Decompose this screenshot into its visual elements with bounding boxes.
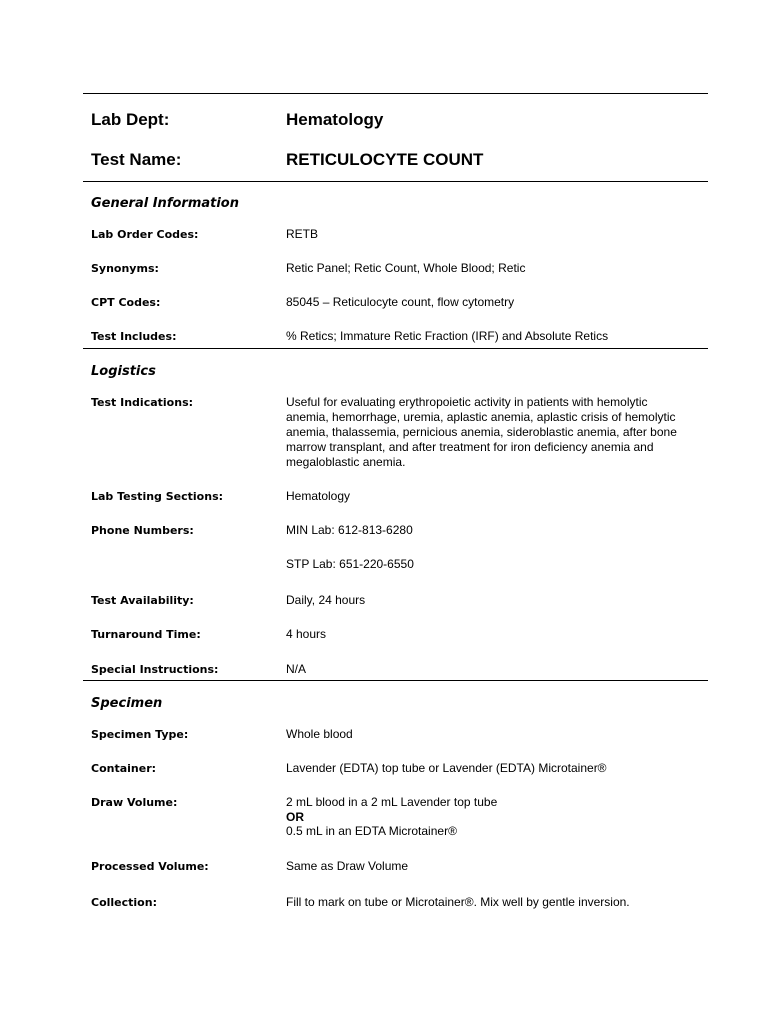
lab-testing-sections-value: Hematology	[286, 489, 351, 503]
container-row	[83, 761, 708, 776]
test-indications-line: megaloblastic anemia.	[286, 455, 406, 469]
lab-testing-sections-label: Lab Testing Sections:	[91, 490, 224, 503]
test-includes-row	[83, 329, 708, 344]
draw-volume-line: 0.5 mL in an EDTA Microtainer®	[286, 824, 457, 838]
section-title-specimen: Specimen	[91, 696, 163, 711]
lab-order-codes-row	[83, 227, 708, 242]
test-indications-line: anemia, thalassemia, pernicious anemia, sideroblastic anemia, after bone	[286, 425, 677, 439]
phone-stp-lab: STP Lab: 651-220-6550	[286, 557, 414, 571]
turnaround-time-label: Turnaround Time:	[91, 628, 201, 641]
test-includes-label: Test Includes:	[91, 330, 177, 343]
container-value: Lavender (EDTA) top tube or Lavender (EDTA) Microtainer®	[286, 761, 607, 775]
phone-numbers-value	[286, 523, 706, 572]
processed-volume-value: Same as Draw Volume	[286, 859, 409, 873]
lab-dept-row	[83, 100, 708, 140]
cpt-codes-value: 85045 – Reticulocyte count, flow cytometry	[286, 295, 515, 309]
specimen-type-value: Whole blood	[286, 727, 353, 741]
lab-order-codes-label: Lab Order Codes:	[91, 228, 199, 241]
document-page	[83, 93, 708, 910]
cpt-codes-row	[83, 295, 708, 310]
phone-numbers-label: Phone Numbers:	[91, 524, 194, 537]
section-title-logistics: Logistics	[91, 364, 156, 379]
test-indications-row	[83, 395, 708, 470]
collection-value: Fill to mark on tube or Microtainer®. Mix well by gentle inversion.	[286, 895, 630, 909]
turnaround-time-value: 4 hours	[286, 627, 327, 641]
top-rule	[83, 93, 708, 94]
draw-volume-or: OR	[286, 810, 304, 824]
section-rule-general	[83, 181, 708, 182]
phone-min-lab: MIN Lab: 612-813-6280	[286, 523, 413, 537]
test-indications-line: Useful for evaluating erythropoietic activity in patients with hemolytic	[286, 395, 648, 409]
test-name-row	[83, 140, 708, 180]
synonyms-value: Retic Panel; Retic Count, Whole Blood; Retic	[286, 261, 526, 275]
test-indications-line: anemia, hemorrhage, uremia, aplastic anemia, aplastic crisis of hemolytic	[286, 410, 676, 424]
draw-volume-value	[286, 795, 706, 839]
test-indications-line: marrow transplant, and after treatment for iron deficiency anemia and	[286, 440, 654, 454]
test-indications-value	[286, 395, 706, 470]
lab-dept-label: Lab Dept:	[91, 110, 170, 129]
lab-dept-value: Hematology	[286, 110, 384, 129]
synonyms-label: Synonyms:	[91, 262, 159, 275]
synonyms-row	[83, 261, 708, 276]
section-title-general: General Information	[91, 196, 239, 211]
cpt-codes-label: CPT Codes:	[91, 296, 161, 309]
test-indications-label: Test Indications:	[91, 396, 194, 409]
lab-order-codes-value: RETB	[286, 227, 319, 241]
test-availability-label: Test Availability:	[91, 594, 194, 607]
specimen-type-label: Specimen Type:	[91, 728, 189, 741]
test-name-label: Test Name:	[91, 150, 182, 169]
draw-volume-label: Draw Volume:	[91, 796, 178, 809]
specimen-type-row	[83, 727, 708, 742]
turnaround-time-row	[83, 627, 708, 642]
section-rule-specimen	[83, 680, 708, 681]
processed-volume-row	[83, 859, 708, 874]
special-instructions-value: N/A	[286, 662, 307, 676]
draw-volume-row	[83, 795, 708, 839]
special-instructions-row	[83, 662, 708, 677]
test-availability-row	[83, 593, 708, 608]
test-name-value: RETICULOCYTE COUNT	[286, 150, 484, 169]
phone-numbers-row	[83, 523, 708, 572]
collection-row	[83, 895, 708, 910]
lab-testing-sections-row	[83, 489, 708, 504]
section-rule-logistics	[83, 348, 708, 349]
test-availability-value: Daily, 24 hours	[286, 593, 366, 607]
collection-label: Collection:	[91, 896, 157, 909]
draw-volume-line: 2 mL blood in a 2 mL Lavender top tube	[286, 795, 498, 809]
test-includes-value: % Retics; Immature Retic Fraction (IRF) and Absolute Retics	[286, 329, 609, 343]
container-label: Container:	[91, 762, 157, 775]
special-instructions-label: Special Instructions:	[91, 663, 219, 676]
processed-volume-label: Processed Volume:	[91, 860, 209, 873]
